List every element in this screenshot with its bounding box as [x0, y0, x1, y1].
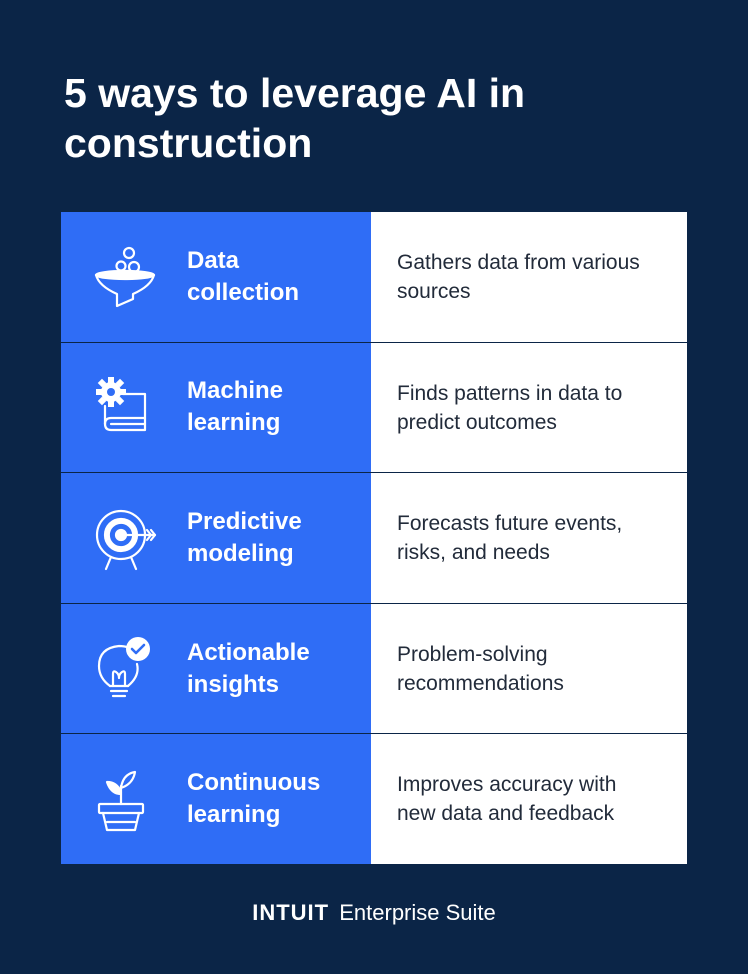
row-label: Predictive modeling	[187, 507, 302, 567]
table-row	[61, 604, 687, 735]
gear-book-icon	[93, 372, 157, 442]
table-row	[61, 212, 687, 343]
target-icon	[93, 503, 157, 573]
row-label-cell	[61, 343, 371, 473]
funnel-icon	[93, 242, 157, 312]
row-label-cell	[61, 473, 371, 603]
row-description: Forecasts future events, risks, and needs	[371, 473, 687, 603]
plant-pot-icon	[93, 764, 157, 834]
table-row	[61, 473, 687, 604]
footer-logo	[0, 900, 748, 926]
row-description: Improves accuracy with new data and feedback	[371, 734, 687, 864]
lightbulb-check-icon	[93, 634, 157, 704]
row-description: Finds patterns in data to predict outcomes	[371, 343, 687, 473]
page-title: 5 ways to leverage AI in construction	[64, 70, 526, 166]
row-label: Continuous learning	[187, 769, 321, 829]
row-label: Actionable insights	[187, 638, 310, 698]
intuit-logo: INTUIT	[252, 900, 330, 925]
row-description: Problem-solving recommendations	[371, 604, 687, 734]
table-row	[61, 343, 687, 474]
row-description: Gathers data from various sources	[371, 212, 687, 342]
product-name: Enterprise Suite	[339, 900, 496, 925]
row-label-cell	[61, 212, 371, 342]
ways-table	[61, 212, 687, 864]
row-label: Data collection	[187, 246, 300, 306]
row-label-cell	[61, 604, 371, 734]
table-row	[61, 734, 687, 864]
row-label: Machine learning	[187, 377, 284, 437]
row-label-cell	[61, 734, 371, 864]
